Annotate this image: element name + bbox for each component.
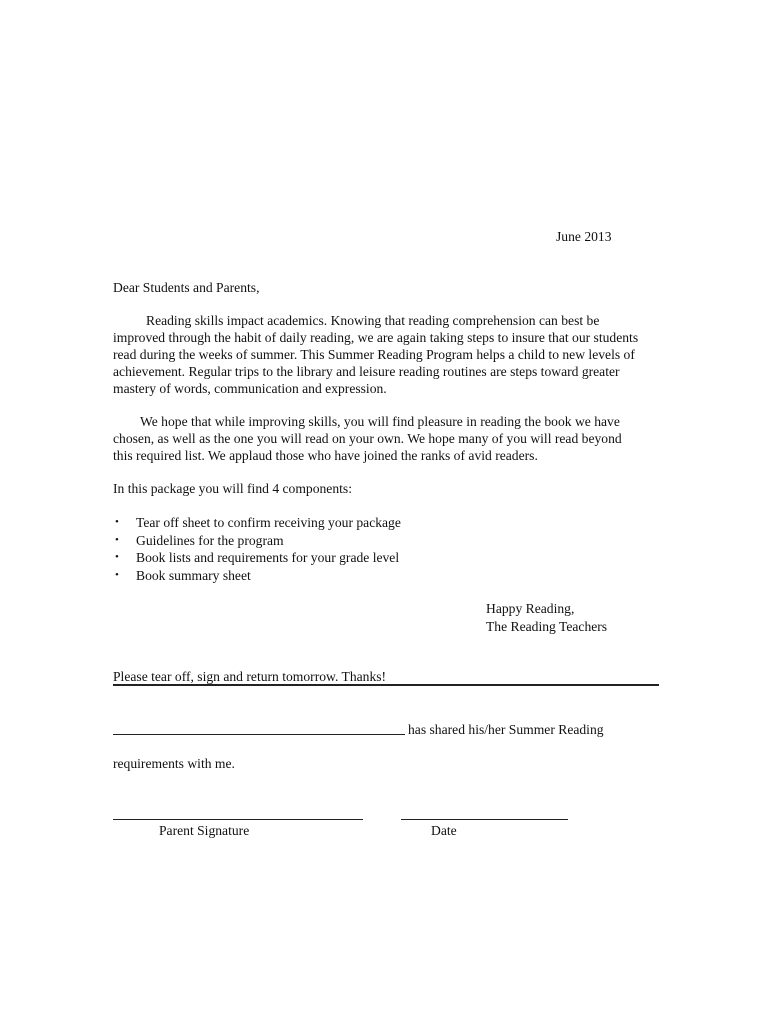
letter-date: June 2013	[556, 229, 612, 244]
date-label: Date	[431, 823, 457, 838]
parent-signature-field[interactable]	[113, 819, 363, 820]
paragraph-line: chosen, as well as the one you will read on your own. We hope many of you will read beyond	[113, 431, 622, 446]
list-item-text: Guidelines for the program	[136, 532, 284, 548]
list-item-text: Book summary sheet	[136, 568, 251, 584]
tear-off-instruction: Please tear off, sign and return tomorrow. Thanks!	[113, 669, 387, 684]
paragraph-line: this required list. We applaud those who have joined the ranks of avid readers.	[113, 448, 538, 463]
tear-off-rule	[113, 684, 659, 686]
student-name-field[interactable]	[113, 734, 405, 735]
paragraph-line: achievement. Regular trips to the library and leisure reading routines are steps toward greater	[113, 364, 620, 379]
paragraph-line-text: We hope that while improving skills, you will find pleasure in reading the book we have	[140, 414, 620, 429]
list-item-text: Book lists and requirements for your grade level	[136, 550, 400, 566]
paragraph-line	[113, 312, 653, 329]
components-list	[113, 514, 401, 585]
paragraph-line	[113, 413, 653, 430]
salutation: Dear Students and Parents,	[113, 280, 260, 295]
list-item	[113, 549, 401, 567]
list-item	[113, 567, 401, 585]
bullet-icon: •	[115, 533, 119, 546]
list-item	[113, 514, 401, 532]
date-field[interactable]	[401, 819, 568, 820]
bullet-icon: •	[115, 516, 119, 528]
bullet-icon: •	[115, 551, 119, 564]
paragraph-line: read during the weeks of summer. This Summer Reading Program helps a child to new levels of	[113, 347, 635, 362]
components-intro: In this package you will find 4 components:	[113, 481, 352, 496]
paragraph-pleasure	[113, 413, 653, 464]
signoff: The Reading Teachers	[486, 619, 608, 634]
requirements-statement: requirements with me.	[113, 756, 235, 771]
paragraph-line-text: Reading skills impact academics. Knowing that reading comprehension can best be	[146, 313, 600, 328]
paragraph-line: improved through the habit of daily reading, we are again taking steps to insure that our students	[113, 330, 639, 345]
paragraph-reading-skills	[113, 312, 653, 397]
list-item-text: Tear off sheet to confirm receiving your package	[136, 515, 401, 530]
bullet-icon: •	[115, 569, 119, 582]
parent-signature-label: Parent Signature	[159, 823, 250, 838]
closing: Happy Reading,	[486, 601, 575, 616]
list-item	[113, 532, 401, 550]
paragraph-line: mastery of words, communication and expression.	[113, 381, 387, 396]
shared-statement: has shared his/her Summer Reading	[408, 722, 604, 737]
